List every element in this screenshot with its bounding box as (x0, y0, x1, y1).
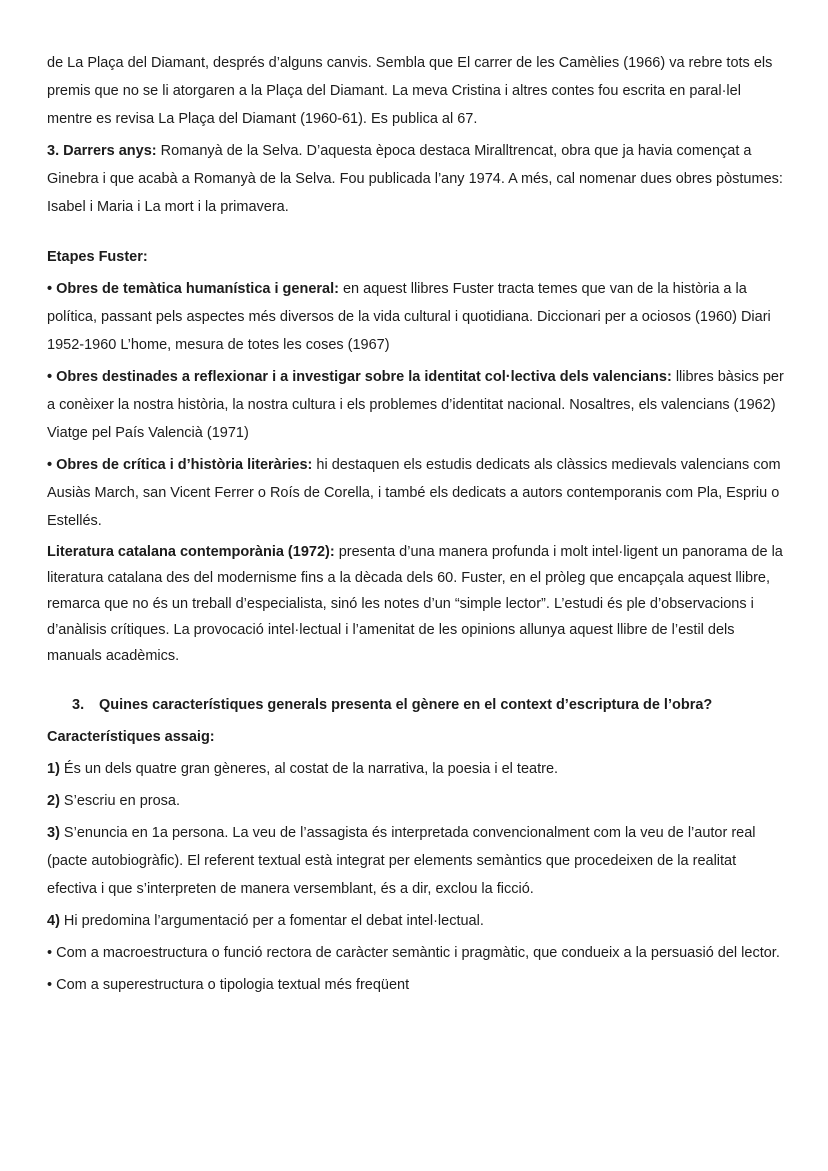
paragraph (47, 451, 788, 535)
paragraph-text: presenta d’una manera profunda i molt intel·ligent un panorama de la literatura catalana des del modernisme fins a la dècada dels 60. Fuster, en el pròleg que encapçala aquest llibre, remarca que no és un treball d’especialista, sinó les notes d’un “simple lector”. L’estudi és ple d’observacions i d’anàlisis crítiques. La provocació intel·lectual i l’amenitat de les opinions allunya aquest llibre de l’estil dels manuals acadèmics. (47, 544, 783, 664)
paragraph (47, 49, 788, 133)
paragraph-text: S’escriu en prosa. (59, 793, 180, 809)
paragraph (47, 137, 788, 221)
paragraph (47, 539, 788, 669)
paragraph-text: de La Plaça del Diamant, després d’alguns canvis. Sembla que El carrer de les Camèlies (1966) va rebre tots els premis que no se li atorgaren a la Plaça del Diamant. La meva Cristina i altres contes fou escrita en paral·lel mentre es revisa La Plaça del Diamant (1960-61). Es publica al 67. (47, 55, 773, 127)
paragraph-lead: Característiques assaig: (47, 729, 215, 745)
paragraph-lead: 2) (47, 793, 60, 809)
paragraph-lead: • Obres de temàtica humanística i general: (47, 281, 339, 297)
paragraph-text: • Com a macroestructura o funció rectora de caràcter semàntic i pragmàtic, que condueix a la persuasió del lector. (47, 945, 780, 961)
paragraph-text: hi destaquen els estudis dedicats als clàssics medievals valencians com Ausiàs March, san Vicent Ferrer o Roís de Corella, i també els dedicats a autors contemporanis com Pla, Espriu o Estellés. (47, 457, 781, 529)
paragraph (47, 971, 788, 999)
question-item (72, 691, 788, 719)
paragraph-lead: • Obres destinades a reflexionar i a investigar sobre la identitat col·lectiva dels valencians: (47, 369, 672, 385)
paragraph-text: • Com a superestructura o tipologia textual més freqüent (47, 977, 410, 993)
paragraph (47, 787, 788, 815)
paragraph-text: Romanyà de la Selva. D’aquesta època destaca Miralltrencat, obra que ja havia començat a Ginebra i que acabà a Romanyà de la Selva. Fou publicada l’any 1974. A més, cal nomenar dues obres pòstumes: Isabel i Maria i La mort i la primavera. (47, 143, 783, 215)
paragraph-lead: Etapes Fuster: (47, 249, 148, 265)
paragraph-text: S’enuncia en 1a persona. La veu de l’assagista és interpretada convencionalment com la veu de l’autor real (pacte autobiogràfic). El referent textual està integrat per elements semàntics que procedeixen de la realitat efectiva i que s’interpreten de manera versemblant, és a dir, exclou la ficció. (47, 825, 756, 897)
paragraph-lead: 4) (47, 913, 60, 929)
paragraph-lead: 1) (47, 761, 60, 777)
section-heading (47, 723, 788, 751)
blank-line (47, 225, 788, 243)
paragraph (47, 363, 788, 447)
paragraph-lead: Literatura catalana contemporània (1972): (47, 544, 335, 560)
paragraph-lead: 3) (47, 825, 60, 841)
paragraph-lead: 3. Darrers anys: (47, 143, 157, 159)
paragraph-text: llibres bàsics per a conèixer la nostra història, la nostra cultura i els problemes d’identitat nacional. Nosaltres, els valencians (1962) Viatge pel País Valencià (1971) (47, 369, 784, 441)
paragraph-lead: • Obres de crítica i d’història literàries: (47, 457, 313, 473)
paragraph (47, 939, 788, 967)
question-text: Quines característiques generals presenta el gènere en el context d’escriptura de l’obra? (99, 697, 713, 713)
blank-line (47, 673, 788, 691)
section-heading (47, 243, 788, 271)
question-number: 3. (72, 697, 85, 713)
document-page (47, 49, 788, 1171)
paragraph (47, 819, 788, 903)
paragraph-text: en aquest llibres Fuster tracta temes que van de la història a la política, passant pels aspectes més diversos de la vida cultural i quotidiana. Diccionari per a ociosos (1960) Diari 1952-1960 L’home, mesura de totes les coses (1967) (47, 281, 771, 353)
paragraph (47, 755, 788, 783)
paragraph (47, 275, 788, 359)
paragraph (47, 907, 788, 935)
paragraph-text: Hi predomina l’argumentació per a fomentar el debat intel·lectual. (59, 913, 484, 929)
paragraph-text: És un dels quatre gran gèneres, al costat de la narrativa, la poesia i el teatre. (59, 761, 559, 777)
